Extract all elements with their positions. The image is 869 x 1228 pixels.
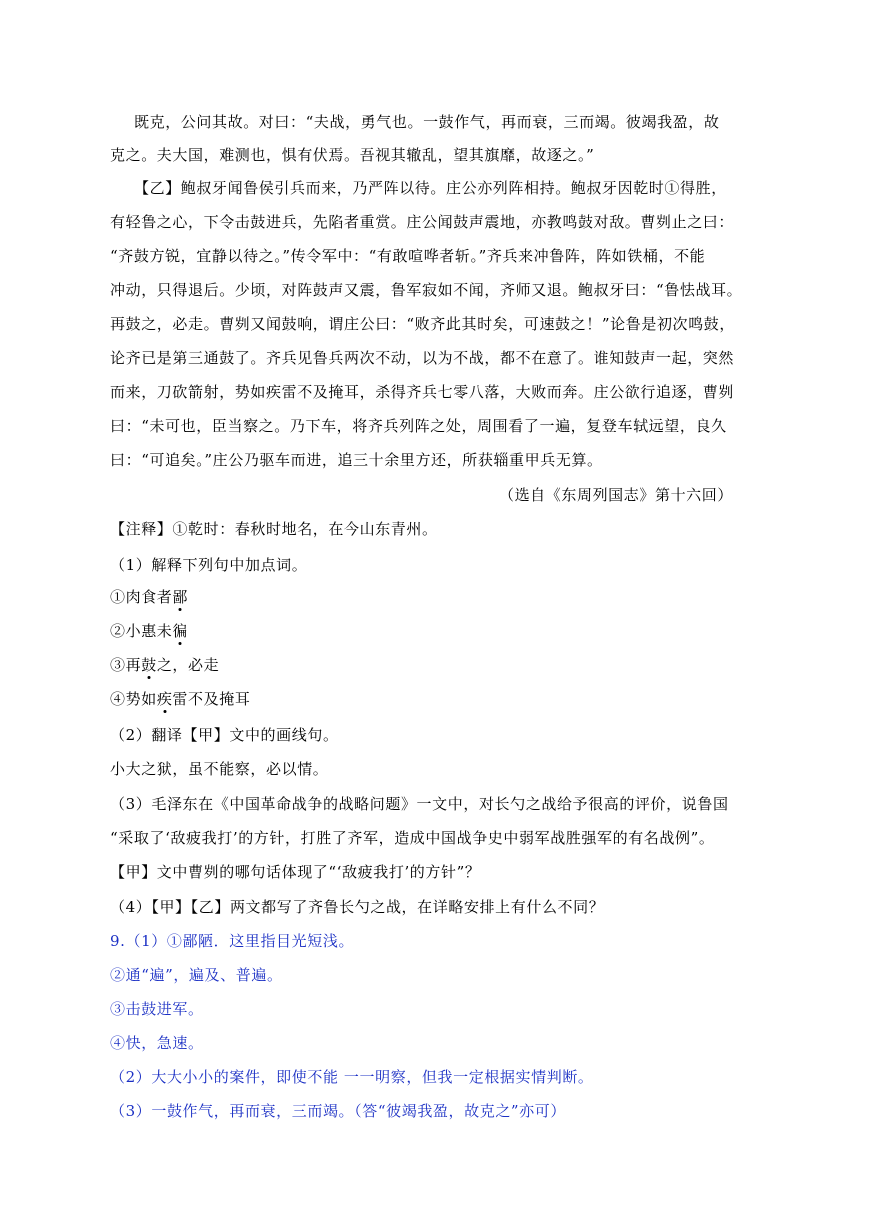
item-text: ①肉食者 (110, 588, 173, 606)
question-1-prompt: （1）解释下列句中加点词。 (110, 556, 308, 574)
question-2-prompt: （2）翻译【甲】文中的画线句。 (110, 726, 339, 744)
dotted-word: 疾 (156, 690, 173, 708)
answer-line: （3）一鼓作气，再而衰，三而竭。（答“彼竭我盈，故克之”亦可） (110, 1102, 566, 1120)
answer-line: 9.（1）①鄙陋．这里指目光短浅。 (110, 932, 355, 950)
question-4-prompt: （4）【甲】【乙】两文都写了齐鲁长勺之战，在详略安排上有什么不同？ (110, 898, 605, 916)
passage-jia-line: 克之。夫大国，难测也，惧有伏焉。吾视其辙乱，望其旗靡，故逐之。” (110, 146, 595, 164)
item-text: 雷不及掩耳 (172, 690, 251, 708)
dotted-word: 鄙 (172, 588, 189, 606)
item-text: ③再 (110, 656, 142, 674)
source-citation: （选自《东周列国志》第十六回） (498, 486, 733, 504)
passage-yi-line: 冲动，只得退后。少顷，对阵鼓声又震，鲁军寂如不闻，齐师又退。鲍叔牙曰：“鲁怯战耳。 (110, 281, 743, 299)
item-text: ④势如 (110, 690, 157, 708)
answer-line: （2）大大小小的案件，即使不能 一一明察，但我一定根据实情判断。 (110, 1068, 594, 1086)
passage-yi-line: 曰：“可追矣。”庄公乃驱车而进，追三十余里方还，所获辎重甲兵无算。 (110, 451, 603, 469)
question-2-sentence: 小大之狱，虽不能察，必以情。 (110, 760, 329, 778)
question-3-line: 【甲】文中曹刿的哪句话体现了“‘敌疲我打’的方针”？ (110, 863, 481, 881)
item-text: ②小惠未 (110, 622, 173, 640)
answer-line: ②通“遍”，遍及、普遍。 (110, 966, 283, 984)
question-1-item (110, 655, 219, 675)
dotted-word: 徧 (172, 622, 189, 640)
dotted-word: 鼓 (141, 656, 157, 674)
question-1-item (110, 587, 188, 607)
passage-yi-line: 曰：“未可也，臣当察之。乃下车，将齐兵列阵之处，周围看了一遍，复登车轼远望，良久 (110, 417, 727, 435)
question-3-line: （3）毛泽东在《中国革命战争的战略问题》一文中，对长勺之战给予很高的评价，说鲁国 (110, 795, 729, 813)
passage-jia-line: 既克，公问其故。对曰：“夫战，勇气也。一鼓作气，再而衰，三而竭。彼竭我盈，故 (134, 113, 720, 131)
item-text: 之，必走 (156, 656, 220, 674)
passage-yi-line: 再鼓之，必走。曹刿又闻鼓响，谓庄公曰：“败齐此其时矣，可速鼓之！”论鲁是初次鸣鼓， (110, 315, 735, 333)
passage-yi-line: 有轻鲁之心，下令击鼓进兵，先陷者重赏。庄公闻鼓声震地，亦教鸣鼓对敌。曹刿止之曰： (110, 213, 735, 231)
question-1-item (110, 621, 188, 641)
question-3-line: “采取了‘敌疲我打’的方针，打胜了齐军，造成中国战争史中弱军战胜强军的有名战例”。 (110, 829, 715, 847)
annotation-note: 【注释】①乾时：春秋时地名，在今山东青州。 (110, 520, 438, 538)
answer-line: ④快，急速。 (110, 1034, 204, 1052)
passage-yi-line: “齐鼓方锐，宜静以待之。”传令军中：“有敢喧哗者斩。”齐兵来冲鲁阵，阵如铁桶，不能 (110, 247, 706, 265)
passage-yi-line: 【乙】鲍叔牙闻鲁侯引兵而来，乃严阵以待。庄公亦列阵相持。鲍叔牙因乾时①得胜， (134, 179, 727, 197)
question-1-item (110, 689, 250, 709)
passage-yi-line: 论齐已是第三通鼓了。齐兵见鲁兵两次不动，以为不战，都不在意了。谁知鼓声一起，突然 (110, 349, 735, 367)
passage-yi-line: 而来，刀砍箭射，势如疾雷不及掩耳，杀得齐兵七零八落，大败而奔。庄公欲行追逐，曹刿 (110, 383, 735, 401)
answer-line: ③击鼓进军。 (110, 1000, 204, 1018)
